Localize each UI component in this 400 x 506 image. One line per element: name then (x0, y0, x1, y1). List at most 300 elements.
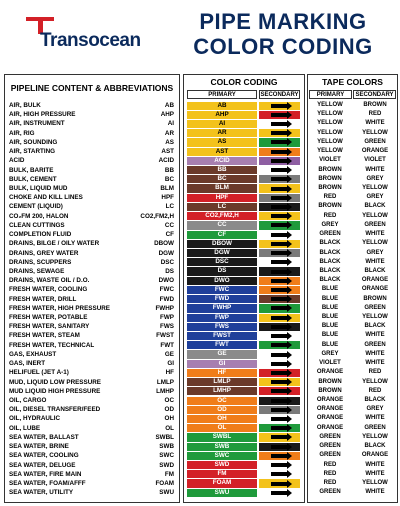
tape-secondary-color: WHITE (365, 461, 385, 468)
pipeline-row (5, 461, 179, 470)
tape-secondary-color: YELLOW (362, 129, 388, 136)
pipeline-abbreviation: FWD (159, 295, 174, 303)
tape-row (308, 331, 397, 340)
flow-arrow-icon (271, 316, 287, 320)
secondary-color-band (259, 175, 300, 183)
tape-row (308, 202, 397, 211)
tape-primary-color: GREY (321, 350, 339, 357)
tape-row (308, 414, 397, 423)
pipeline-abbreviation: AST (161, 148, 174, 156)
primary-swatch-label: DSC (215, 258, 229, 266)
flow-arrow-icon (271, 223, 287, 227)
secondary-color-band (259, 203, 300, 211)
tape-primary-color: ORANGE (316, 369, 344, 376)
pipeline-name: SEA WATER, BRINE (9, 443, 69, 451)
tape-primary-color: BLACK (319, 240, 341, 247)
flow-arrow-icon (271, 306, 287, 310)
primary-swatch-label: OD (217, 405, 227, 413)
primary-color-swatch (187, 314, 257, 322)
pipeline-row (5, 193, 179, 202)
pipeline-row (5, 470, 179, 479)
color-coding-panel (183, 74, 305, 503)
secondary-color-band (259, 360, 300, 368)
pipeline-row (5, 442, 179, 451)
secondary-color-band (259, 194, 300, 202)
pipeline-name: OIL, DIESEL TRANSFER/FEED (9, 406, 101, 414)
flow-arrow-icon (271, 334, 287, 338)
flow-arrow-icon (271, 159, 287, 163)
tape-row (308, 101, 397, 110)
tape-row (308, 258, 397, 267)
tape-row (308, 479, 397, 488)
primary-color-swatch (187, 332, 257, 340)
primary-color-swatch (187, 489, 257, 497)
flow-arrow-icon (271, 288, 287, 292)
flow-arrow-icon (271, 187, 287, 191)
pipeline-name: HELIFUEL (JET A-1) (9, 369, 69, 377)
primary-swatch-label: CC (217, 221, 227, 229)
flow-arrow-icon (271, 426, 287, 430)
tape-secondary-color: GREEN (364, 221, 386, 228)
primary-swatch-label: DBOW (212, 239, 232, 247)
pipeline-row (5, 285, 179, 294)
flow-arrow-icon (271, 260, 287, 264)
primary-swatch-label: OH (217, 414, 227, 422)
secondary-color-band (259, 111, 300, 119)
tape-primary-color: BLACK (319, 258, 341, 265)
tape-primary-color: GREEN (319, 489, 341, 496)
pipeline-abbreviation: SWBL (155, 433, 174, 441)
primary-swatch-label: ACID (214, 156, 230, 164)
flow-arrow-icon (271, 177, 287, 181)
secondary-color-band (259, 249, 300, 257)
primary-swatch-label: SWBL (212, 433, 232, 441)
pipeline-name: BULK, BARITE (9, 166, 54, 174)
pipeline-name: OIL, HYDRAULIC (9, 415, 61, 423)
tape-secondary-color: WHITE (365, 332, 385, 339)
pipeline-name: CO₂FM 200, HALON (9, 212, 69, 220)
tape-primary-color: ORANGE (316, 415, 344, 422)
primary-color-swatch (187, 194, 257, 202)
primary-color-swatch (187, 102, 257, 110)
flow-arrow-icon (271, 140, 287, 144)
tape-primary-color: VIOLET (319, 360, 341, 367)
pipeline-abbreviation: SWC (159, 452, 174, 460)
tape-primary-color: BROWN (318, 378, 342, 385)
secondary-color-band (259, 258, 300, 266)
secondary-color-band (259, 314, 300, 322)
secondary-color-band (259, 350, 300, 358)
color-row (184, 184, 304, 193)
tape-secondary-color: WHITE (365, 166, 385, 173)
flow-arrow-icon (271, 343, 287, 347)
tape-colors-panel (307, 74, 398, 503)
pipeline-row (5, 304, 179, 313)
secondary-color-band (259, 129, 300, 137)
flow-arrow-icon (271, 380, 287, 384)
tape-primary-color: BLACK (319, 267, 341, 274)
flow-arrow-icon (271, 122, 287, 126)
tape-secondary-color: BROWN (363, 102, 387, 108)
primary-swatch-label: FWHP (212, 304, 232, 312)
pipeline-abbreviation: DGW (158, 249, 174, 257)
primary-swatch-label: LMLP (213, 378, 231, 386)
primary-swatch-label: FWST (213, 331, 231, 339)
primary-swatch-label: HPF (215, 193, 229, 201)
color-row (184, 230, 304, 239)
pipeline-name: SEA WATER, BALLAST (9, 433, 79, 441)
tape-row (308, 276, 397, 285)
pipeline-abbreviation: HPF (161, 194, 174, 202)
tape-row (308, 322, 397, 331)
tape-secondary-color: GREEN (364, 341, 386, 348)
pipeline-abbreviation: CC (164, 221, 174, 229)
secondary-color-band (259, 286, 300, 294)
flow-arrow-icon (271, 104, 287, 108)
tape-primary-color: BLUE (321, 332, 339, 339)
primary-swatch-label: FWD (214, 295, 230, 303)
pipeline-row (5, 230, 179, 239)
flow-arrow-icon (271, 325, 287, 329)
color-row (184, 166, 304, 175)
pipeline-row (5, 414, 179, 423)
pipeline-row (5, 258, 179, 267)
primary-subheader: PRIMARY (187, 90, 257, 99)
primary-color-swatch (187, 424, 257, 432)
pipeline-row (5, 424, 179, 433)
primary-color-swatch (187, 350, 257, 358)
pipeline-row (5, 175, 179, 184)
pipeline-row (5, 378, 179, 387)
pipeline-row (5, 295, 179, 304)
color-row (184, 378, 304, 387)
secondary-color-band (259, 157, 300, 165)
tape-row (308, 341, 397, 350)
pipeline-abbreviation: AHP (160, 111, 174, 119)
pipeline-content-panel (4, 74, 180, 503)
tape-secondary-color: RED (368, 387, 382, 394)
primary-swatch-label: OC (217, 396, 227, 404)
secondary-color-band (259, 415, 300, 423)
tape-secondary-color: BLACK (364, 323, 386, 330)
color-row (184, 433, 304, 442)
tape-row (308, 304, 397, 313)
tape-primary-subheader: PRIMARY (309, 90, 352, 99)
primary-swatch-label: FWS (215, 322, 229, 330)
tape-row (308, 359, 397, 368)
tape-row (308, 350, 397, 359)
tape-primary-color: RED (323, 212, 337, 219)
color-row (184, 405, 304, 414)
primary-swatch-label: BLM (215, 184, 229, 192)
primary-color-swatch (187, 470, 257, 478)
secondary-color-band (259, 148, 300, 156)
pipeline-row (5, 451, 179, 460)
tape-secondary-color: GREEN (364, 138, 386, 145)
tape-primary-color: RED (323, 470, 337, 477)
primary-swatch-label: FM (217, 470, 227, 478)
tape-row (308, 129, 397, 138)
color-row (184, 276, 304, 285)
pipeline-name: BULK, CEMENT (9, 175, 57, 183)
color-row (184, 119, 304, 128)
color-row (184, 202, 304, 211)
primary-color-swatch (187, 323, 257, 331)
primary-swatch-label: FOAM (212, 479, 232, 487)
secondary-color-band (259, 231, 300, 239)
primary-color-swatch (187, 387, 257, 395)
pipeline-abbreviation: BC (164, 175, 174, 183)
pipeline-name: FRESH WATER, SANITARY (9, 323, 90, 331)
tape-row (308, 461, 397, 470)
color-row (184, 156, 304, 165)
tape-primary-color: YELLOW (317, 111, 343, 118)
color-row (184, 479, 304, 488)
pipeline-abbreviation: AB (164, 102, 174, 109)
pipeline-abbreviation: LC (165, 203, 174, 211)
tape-row (308, 405, 397, 414)
tape-row (308, 156, 397, 165)
pipeline-name: DRAINS, SCUPPERS (9, 258, 72, 266)
flow-arrow-icon (271, 362, 287, 366)
secondary-color-band (259, 470, 300, 478)
flow-arrow-icon (271, 445, 287, 449)
tape-secondary-color: GREY (366, 406, 384, 413)
tape-secondary-subheader: SECONDARY (353, 90, 396, 99)
secondary-color-band (259, 138, 300, 146)
primary-color-swatch (187, 166, 257, 174)
primary-color-swatch (187, 240, 257, 248)
pipeline-row (5, 322, 179, 331)
flow-arrow-icon (271, 242, 287, 246)
tape-primary-color: YELLOW (317, 129, 343, 136)
tape-row (308, 378, 397, 387)
pipeline-row (5, 276, 179, 285)
primary-swatch-label: BB (217, 166, 227, 174)
pipeline-name: DRAINS, SEWAGE (9, 267, 65, 275)
primary-swatch-label: CF (217, 230, 227, 238)
tape-primary-color: BROWN (318, 203, 342, 210)
tape-row (308, 184, 397, 193)
pipeline-row (5, 267, 179, 276)
primary-color-swatch (187, 212, 257, 220)
flow-arrow-icon (271, 150, 287, 154)
page-title-line-1: PIPE MARKING (199, 9, 367, 34)
tape-secondary-color: RED (368, 369, 382, 376)
primary-color-swatch (187, 221, 257, 229)
pipeline-abbreviation: DS (165, 267, 174, 275)
pipeline-row (5, 405, 179, 414)
flow-arrow-icon (271, 417, 287, 421)
pipeline-name: CLEAN CUTTINGS (9, 221, 65, 229)
color-row (184, 350, 304, 359)
color-coding-list (184, 101, 304, 497)
tape-primary-color: YELLOW (317, 102, 343, 108)
pipeline-name: DRAINS, WASTE OIL / D.O. (9, 277, 90, 285)
secondary-color-band (259, 267, 300, 275)
pipeline-name: AIR, SOUNDING (9, 138, 58, 146)
primary-swatch-label: AI (218, 119, 226, 127)
tape-secondary-color: BLACK (364, 443, 386, 450)
secondary-color-band (259, 406, 300, 414)
color-row (184, 258, 304, 267)
pipeline-row (5, 110, 179, 119)
pipeline-row (5, 221, 179, 230)
primary-swatch-label: FWC (214, 285, 230, 293)
primary-color-swatch (187, 286, 257, 294)
pipeline-name: SEA WATER, DELUGE (9, 461, 76, 469)
flow-arrow-icon (271, 196, 287, 200)
pipeline-row (5, 212, 179, 221)
color-row (184, 138, 304, 147)
color-row (184, 470, 304, 479)
primary-swatch-label: LC (217, 202, 227, 210)
secondary-color-band (259, 120, 300, 128)
primary-color-swatch (187, 203, 257, 211)
color-row (184, 304, 304, 313)
pipeline-name: DRAINS, BILGE / OILY WATER (9, 240, 100, 248)
pipeline-name: GAS, INERT (9, 360, 46, 368)
tape-row (308, 424, 397, 433)
tape-row (308, 488, 397, 497)
secondary-color-band (259, 479, 300, 487)
pipeline-abbreviation: FWC (159, 286, 174, 294)
tape-row (308, 239, 397, 248)
primary-swatch-label: SWC (214, 451, 230, 459)
tape-secondary-color: WHITE (365, 231, 385, 238)
primary-swatch-label: LMHP (213, 387, 231, 395)
tape-row (308, 249, 397, 258)
tape-secondary-color: YELLOW (362, 479, 388, 486)
primary-swatch-label: AB (217, 101, 227, 109)
secondary-color-band (259, 341, 300, 349)
tape-row (308, 313, 397, 322)
primary-color-swatch (187, 249, 257, 257)
pipeline-name: DRAINS, GREY WATER (9, 249, 79, 257)
pipeline-abbreviation: LMHP (156, 387, 174, 395)
color-row (184, 414, 304, 423)
tape-secondary-color: ORANGE (361, 286, 389, 293)
secondary-color-band (259, 184, 300, 192)
flow-arrow-icon (271, 297, 287, 301)
tape-row (308, 396, 397, 405)
color-row (184, 295, 304, 304)
pipeline-row (5, 156, 179, 165)
color-row (184, 442, 304, 451)
tape-primary-color: BROWN (318, 175, 342, 182)
primary-color-swatch (187, 443, 257, 451)
tape-secondary-color: WHITE (365, 258, 385, 265)
pipeline-abbreviation: DSC (160, 258, 174, 266)
tape-secondary-color: YELLOW (362, 433, 388, 440)
pipeline-abbreviation: GI (167, 360, 174, 368)
primary-color-swatch (187, 267, 257, 275)
pipeline-name: SEA WATER, FIRE MAIN (9, 470, 82, 478)
primary-color-swatch (187, 406, 257, 414)
flow-arrow-icon (271, 389, 287, 393)
pipeline-name: FRESH WATER, DRILL (9, 295, 77, 303)
pipeline-abbreviation: OD (164, 406, 174, 414)
secondary-color-band (259, 212, 300, 220)
tape-primary-color: ORANGE (316, 406, 344, 413)
secondary-color-band (259, 277, 300, 285)
tape-secondary-color: GREEN (364, 304, 386, 311)
pipeline-row (5, 184, 179, 193)
color-row (184, 239, 304, 248)
pipeline-abbreviation: SWU (159, 489, 174, 497)
pipeline-row (5, 138, 179, 147)
flow-arrow-icon (271, 399, 287, 403)
primary-color-swatch (187, 148, 257, 156)
secondary-color-band (259, 221, 300, 229)
pipeline-name: MUD LIQUID HIGH PRESSURE (9, 387, 101, 395)
color-row (184, 461, 304, 470)
color-row (184, 313, 304, 322)
secondary-color-band (259, 295, 300, 303)
pipeline-name: SEA WATER, FOAM/AFFF (9, 479, 86, 487)
color-row (184, 110, 304, 119)
pipeline-abbreviation: FWST (156, 332, 174, 340)
secondary-color-band (259, 452, 300, 460)
secondary-color-band (259, 489, 300, 497)
color-row (184, 221, 304, 230)
tape-primary-color: GREY (321, 221, 339, 228)
secondary-color-band (259, 461, 300, 469)
color-row (184, 175, 304, 184)
pipeline-abbreviation: GE (164, 350, 174, 358)
pipeline-abbreviation: CO2,FM2,H (140, 212, 174, 220)
tape-row (308, 368, 397, 377)
pipeline-row (5, 350, 179, 359)
primary-color-swatch (187, 341, 257, 349)
flow-arrow-icon (271, 454, 287, 458)
primary-swatch-label: BC (217, 175, 227, 183)
color-row (184, 368, 304, 377)
pipeline-name: ACID (9, 157, 25, 165)
tape-secondary-color: GREY (366, 194, 384, 201)
pipeline-row (5, 331, 179, 340)
page-title-line-2: COLOR CODING (193, 34, 373, 59)
tape-primary-color: VIOLET (319, 157, 341, 164)
pipeline-name: AIR, STARTING (9, 148, 56, 156)
pipeline-abbreviation: BB (164, 166, 174, 174)
pipeline-abbreviation: DWO (158, 277, 174, 285)
pipeline-abbreviation: AS (165, 138, 174, 146)
pipeline-row (5, 433, 179, 442)
primary-color-swatch (187, 175, 257, 183)
secondary-color-band (259, 332, 300, 340)
color-row (184, 193, 304, 202)
tape-row (308, 166, 397, 175)
tape-row (308, 387, 397, 396)
primary-color-swatch (187, 415, 257, 423)
primary-color-swatch (187, 111, 257, 119)
primary-color-swatch (187, 433, 257, 441)
flow-arrow-icon (271, 270, 287, 274)
primary-swatch-label: OL (217, 424, 227, 432)
pipeline-content-list (5, 101, 179, 497)
pipeline-abbreviation: OH (164, 415, 174, 423)
primary-color-swatch (187, 129, 257, 137)
tape-primary-color: BLUE (321, 295, 339, 302)
flow-arrow-icon (271, 214, 287, 218)
pipeline-abbreviation: OL (165, 424, 174, 432)
primary-color-swatch (187, 452, 257, 460)
flow-arrow-icon (271, 435, 287, 439)
tape-secondary-color: WHITE (365, 350, 385, 357)
tape-secondary-color: GREY (366, 175, 384, 182)
tape-row (308, 230, 397, 239)
